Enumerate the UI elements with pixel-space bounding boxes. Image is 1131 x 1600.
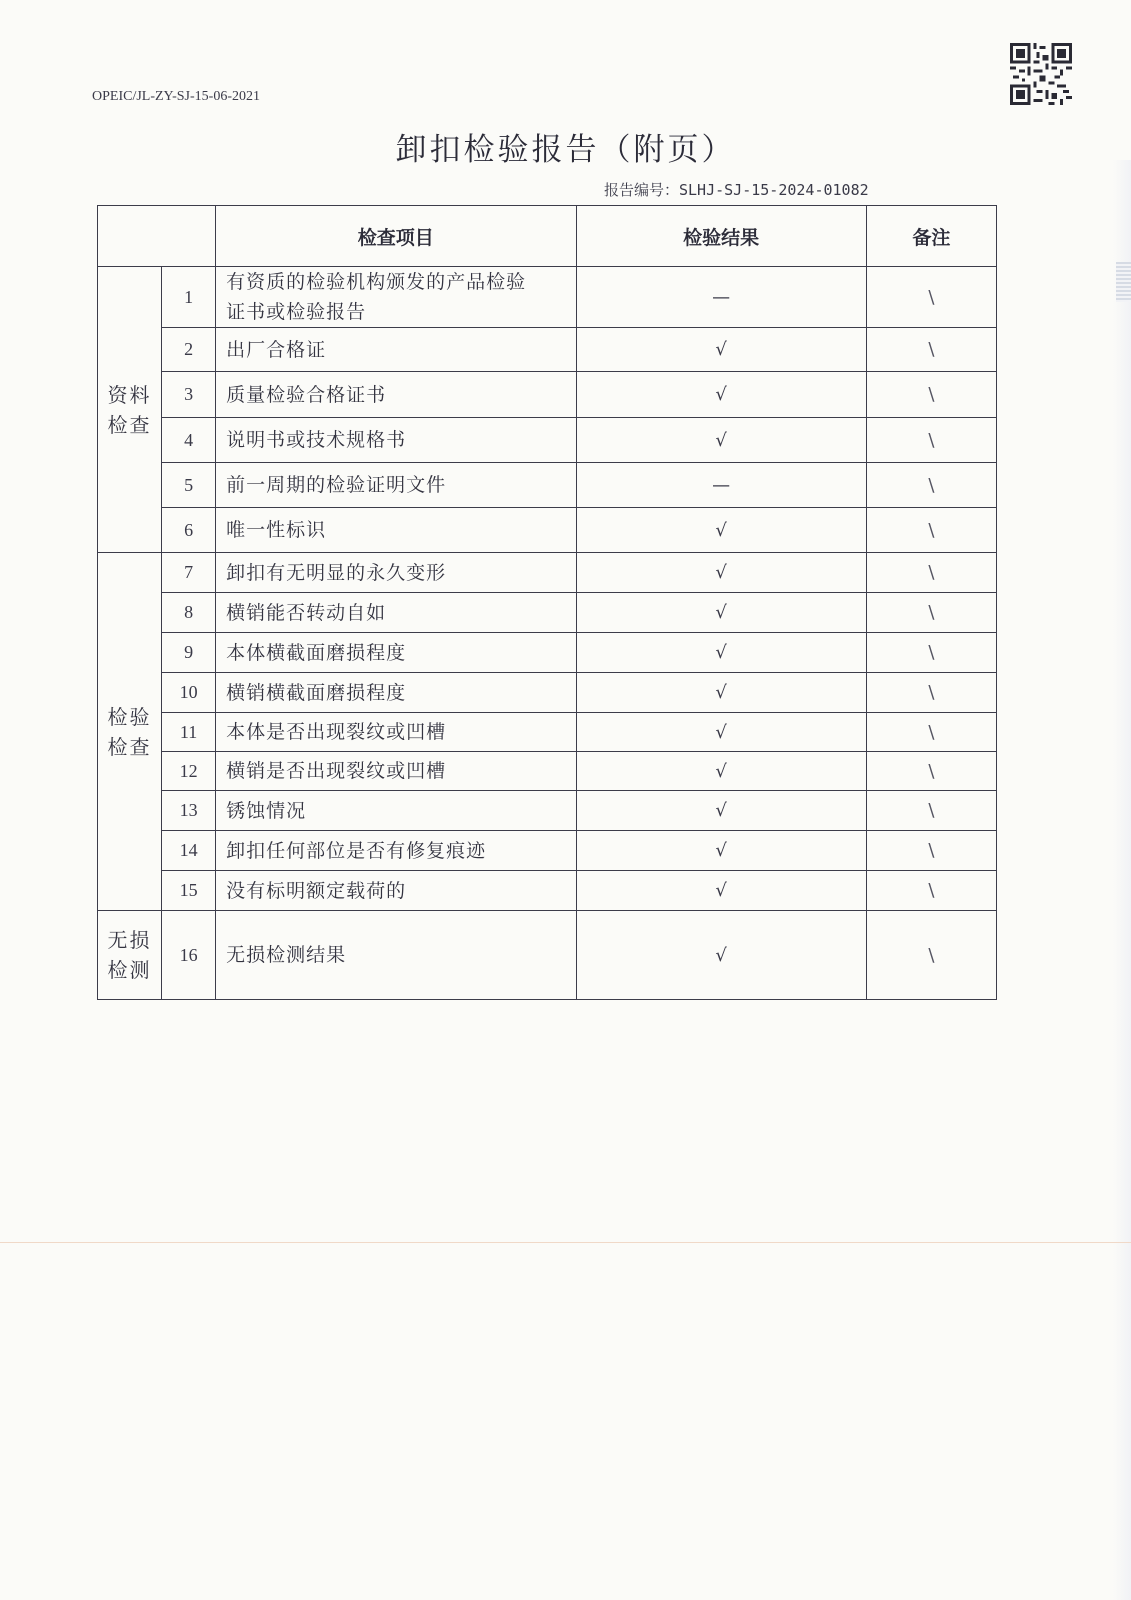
category-cell: [98, 267, 162, 553]
page-title: 卸扣检验报告（附页）: [395, 132, 736, 168]
inspection-item-line: 说明书或技术规格书: [226, 429, 407, 451]
remark: \: [866, 463, 996, 508]
remark: \: [866, 553, 996, 593]
inspection-result: √: [576, 831, 866, 871]
inspection-item: [216, 328, 576, 372]
inspection-result: √: [576, 418, 866, 463]
remark: \: [866, 911, 996, 1000]
category-label-line: 无损: [107, 928, 152, 952]
row-number: 7: [162, 553, 216, 593]
table-row: [98, 328, 997, 372]
inspection-item-line: 横销横截面磨损程度: [226, 681, 407, 704]
remark: \: [866, 752, 996, 791]
inspection-item: [216, 831, 576, 871]
inspection-item: [216, 911, 576, 1000]
inspection-result: √: [576, 553, 866, 593]
row-number: 5: [162, 463, 216, 508]
row-number: 6: [162, 508, 216, 553]
table-row: [98, 553, 997, 593]
page-edge-shadow: [1113, 160, 1131, 1600]
remark: \: [866, 673, 996, 713]
table-row: [98, 871, 997, 911]
header-inspection-result: 检验结果: [576, 206, 866, 267]
inspection-result: √: [576, 871, 866, 911]
inspection-item: [216, 463, 576, 508]
inspection-item-line: 本体横截面磨损程度: [226, 641, 407, 664]
inspection-item-line: 质量检验合格证书: [226, 383, 387, 406]
table-row: [98, 267, 997, 328]
inspection-item-line: 前一周期的检验证明文件: [226, 474, 447, 496]
inspection-table: [97, 205, 997, 1000]
row-number: 4: [162, 418, 216, 463]
inspection-item-line: 无损检测结果: [226, 944, 347, 966]
qr-code-icon: [1010, 43, 1072, 105]
remark: \: [866, 267, 996, 328]
inspection-result: √: [576, 328, 866, 372]
remark: \: [866, 831, 996, 871]
inspection-item-line: 出厂合格证: [226, 338, 327, 361]
inspection-item-line: 卸扣任何部位是否有修复痕迹: [226, 839, 487, 862]
remark: \: [866, 372, 996, 418]
row-number: 3: [162, 372, 216, 418]
inspection-item-line: 有资质的检验机构颁发的产品检验: [226, 271, 527, 293]
category-label-line: 检查: [107, 412, 152, 437]
inspection-item-line: 唯一性标识: [226, 519, 327, 541]
inspection-result: √: [576, 508, 866, 553]
row-number: 15: [162, 871, 216, 911]
inspection-item: [216, 752, 576, 791]
inspection-item: [216, 508, 576, 553]
row-number: 14: [162, 831, 216, 871]
row-number: 1: [162, 267, 216, 328]
table-row: [98, 713, 997, 752]
remark: \: [866, 328, 996, 372]
inspection-item: [216, 418, 576, 463]
table-row: [98, 911, 997, 1000]
report-number: 报告编号：SLHJ-SJ-15-2024-01082: [604, 181, 869, 199]
row-number: 13: [162, 791, 216, 831]
header-remark: 备注: [866, 206, 996, 267]
table-row: [98, 418, 997, 463]
inspection-item: [216, 553, 576, 593]
table-row: [98, 463, 997, 508]
inspection-result: √: [576, 911, 866, 1000]
inspection-item-line: 横销是否出现裂纹或凹槽: [226, 760, 447, 782]
header-inspection-item: 检查项目: [216, 206, 576, 267]
inspection-item: [216, 791, 576, 831]
table-row: [98, 831, 997, 871]
inspection-item: [216, 267, 576, 328]
row-number: 2: [162, 328, 216, 372]
table-row: [98, 372, 997, 418]
row-number: 10: [162, 673, 216, 713]
remark: \: [866, 713, 996, 752]
row-number: 12: [162, 752, 216, 791]
scan-edge-mark: [1116, 262, 1131, 302]
category-label-line: 检验: [107, 704, 152, 729]
inspection-item-line: 没有标明额定载荷的: [226, 879, 407, 902]
inspection-item: [216, 871, 576, 911]
row-number: 16: [162, 911, 216, 1000]
row-number: 9: [162, 633, 216, 673]
document-code: OPEIC/JL-ZY-SJ-15-06-2021: [92, 89, 260, 104]
inspection-result: √: [576, 593, 866, 633]
inspection-item-line: 证书或检验报告: [226, 301, 367, 323]
category-label-line: 资料: [107, 382, 152, 407]
inspection-result: —: [576, 463, 866, 508]
row-number: 11: [162, 713, 216, 752]
inspection-item: [216, 372, 576, 418]
remark: \: [866, 633, 996, 673]
inspection-result: √: [576, 633, 866, 673]
inspection-item: [216, 593, 576, 633]
inspection-item-line: 卸扣有无明显的永久变形: [226, 561, 447, 584]
inspection-result: √: [576, 713, 866, 752]
inspection-item: [216, 633, 576, 673]
remark: \: [866, 508, 996, 553]
inspection-item-line: 本体是否出现裂纹或凹槽: [226, 721, 447, 743]
table-row: [98, 508, 997, 553]
inspection-item-line: 横销能否转动自如: [226, 601, 387, 624]
inspection-result: √: [576, 372, 866, 418]
category-label-line: 检测: [107, 958, 152, 982]
table-row: [98, 673, 997, 713]
table-row: [98, 752, 997, 791]
remark: \: [866, 593, 996, 633]
inspection-result: √: [576, 673, 866, 713]
header-blank-cell: [98, 206, 216, 267]
category-cell: [98, 553, 162, 911]
table-body: [98, 267, 997, 1000]
remark: \: [866, 791, 996, 831]
inspection-result: √: [576, 791, 866, 831]
category-label-line: 检查: [107, 734, 152, 759]
inspection-item: [216, 713, 576, 752]
table-row: [98, 791, 997, 831]
inspection-item: [216, 673, 576, 713]
inspection-result: —: [576, 267, 866, 328]
row-number: 8: [162, 593, 216, 633]
inspection-result: √: [576, 752, 866, 791]
remark: \: [866, 871, 996, 911]
table-header-row: [98, 206, 997, 267]
table-row: [98, 593, 997, 633]
table-row: [98, 633, 997, 673]
inspection-item-line: 锈蚀情况: [226, 799, 307, 822]
category-cell: [98, 911, 162, 1000]
remark: \: [866, 418, 996, 463]
scan-line: [0, 1242, 1131, 1243]
